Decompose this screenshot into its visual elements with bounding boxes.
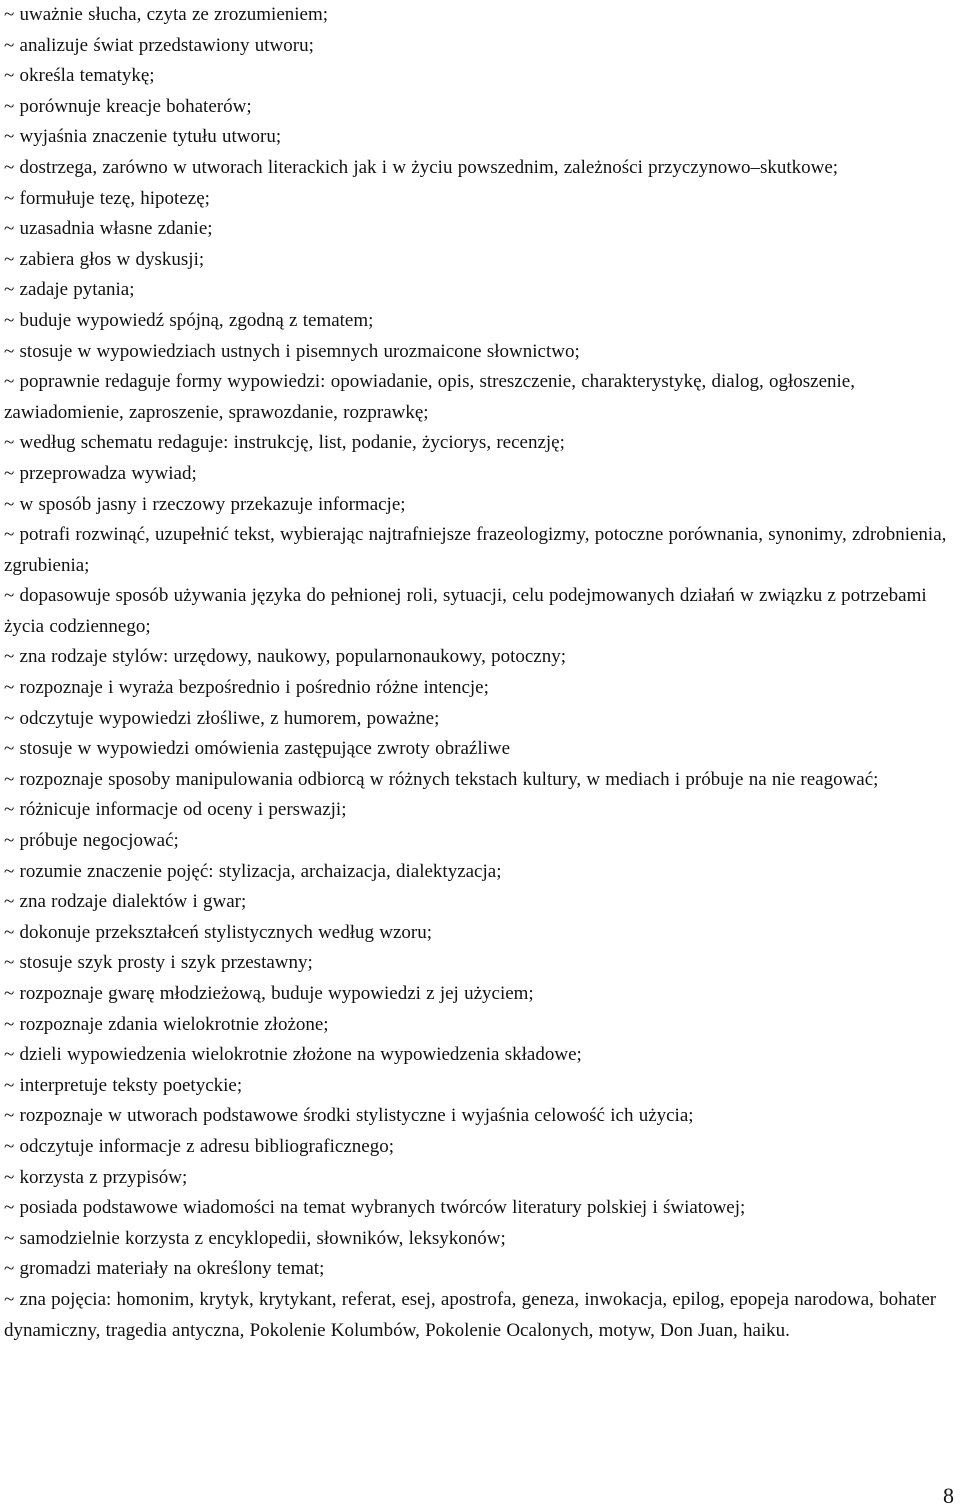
list-item: ~ rozpoznaje sposoby manipulowania odbiorcą w różnych tekstach kultury, w mediach i próbuje na nie reagować; — [4, 768, 879, 790]
list-item: ~ interpretuje teksty poetyckie; — [4, 1074, 243, 1096]
list-item: ~ dostrzega, zarówno w utworach literackich jak i w życiu powszednim, zależności przyczynowo–skutkowe; — [4, 156, 839, 178]
list-item: ~ korzysta z przypisów; — [4, 1166, 188, 1188]
list-item: ~ stosuje szyk prosty i szyk przestawny; — [4, 952, 313, 974]
list-item: ~ porównuje kreacje bohaterów; — [4, 95, 252, 117]
list-item: ~ wyjaśnia znaczenie tytułu utworu; — [4, 126, 282, 148]
list-item: ~ określa tematykę; — [4, 65, 155, 87]
list-item: ~ buduje wypowiedź spójną, zgodną z tematem; — [4, 309, 374, 331]
list-item: ~ rozumie znaczenie pojęć: stylizacja, archaizacja, dialektyzacja; — [4, 860, 502, 882]
list-item: ~ zna rodzaje dialektów i gwar; — [4, 891, 247, 913]
list-item: ~ rozpoznaje i wyraża bezpośrednio i pośrednio różne intencje; — [4, 677, 489, 699]
list-item: ~ odczytuje informacje z adresu bibliograficznego; — [4, 1135, 394, 1157]
list-item: ~ posiada podstawowe wiadomości na temat wybranych twórców literatury polskiej i światowej; — [4, 1197, 746, 1219]
skills-list — [4, 0, 956, 1346]
list-item: ~ uważnie słucha, czyta ze zrozumieniem; — [4, 4, 329, 25]
list-item: ~ w sposób jasny i rzeczowy przekazuje informacje; — [4, 493, 406, 515]
list-item: ~ odczytuje wypowiedzi złośliwe, z humorem, poważne; — [4, 707, 440, 729]
list-item: ~ dopasowuje sposób używania języka do pełnionej roli, sytuacji, celu podejmowanych działań w związku z potrzebami życia codziennego; — [4, 585, 927, 637]
list-item: ~ stosuje w wypowiedzi omówienia zastępujące zwroty obraźliwe — [4, 738, 511, 760]
list-item: ~ rozpoznaje w utworach podstawowe środki stylistyczne i wyjaśnia celowość ich użycia; — [4, 1105, 694, 1127]
list-item: ~ samodzielnie korzysta z encyklopedii, słowników, leksykonów; — [4, 1227, 506, 1249]
list-item: ~ uzasadnia własne zdanie; — [4, 218, 213, 240]
list-item: ~ przeprowadza wywiad; — [4, 462, 197, 484]
list-item: ~ zadaje pytania; — [4, 279, 135, 301]
list-item: ~ potrafi rozwinąć, uzupełnić tekst, wybierając najtrafniejsze frazeologizmy, potoczne porównania, synonimy, zdrobnienia, zgrubienia; — [4, 524, 947, 576]
list-item: ~ gromadzi materiały na określony temat; — [4, 1258, 325, 1280]
list-item: ~ według schematu redaguje: instrukcję, list, podanie, życiorys, recenzję; — [4, 432, 565, 454]
list-item: ~ formułuje tezę, hipotezę; — [4, 187, 210, 209]
list-item: ~ zabiera głos w dyskusji; — [4, 248, 205, 270]
list-item: ~ poprawnie redaguje formy wypowiedzi: opowiadanie, opis, streszczenie, charakterystykę, dialog, ogłoszenie, zawiadomienie, zaproszenie, sprawozdanie, rozprawkę; — [4, 371, 855, 423]
list-item: ~ rozpoznaje zdania wielokrotnie złożone; — [4, 1013, 329, 1035]
page-number: 8 — [943, 1483, 954, 1508]
list-item: ~ stosuje w wypowiedziach ustnych i pisemnych urozmaicone słownictwo; — [4, 340, 580, 362]
list-item: ~ rozpoznaje gwarę młodzieżową, buduje wypowiedzi z jej użyciem; — [4, 983, 534, 1004]
list-item: ~ dokonuje przekształceń stylistycznych według wzoru; — [4, 921, 433, 943]
list-item: ~ dzieli wypowiedzenia wielokrotnie złożone na wypowiedzenia składowe; — [4, 1044, 582, 1066]
list-item: ~ analizuje świat przedstawiony utworu; — [4, 34, 314, 56]
list-item: ~ różnicuje informacje od oceny i perswazji; — [4, 799, 347, 821]
document-page — [4, 0, 956, 1346]
list-item: ~ zna pojęcia: homonim, krytyk, krytykant, referat, esej, apostrofa, geneza, inwokacja, epilog, epopeja narodowa, bohater dynamiczny, tragedia antyczna, Pokolenie Kolumbów, Pokolenie Ocalonych, motyw, Don Juan, haiku. — [4, 1288, 937, 1341]
list-item: ~ próbuje negocjować; — [4, 830, 179, 852]
list-item: ~ zna rodzaje stylów: urzędowy, naukowy, popularnonaukowy, potoczny; — [4, 646, 566, 668]
